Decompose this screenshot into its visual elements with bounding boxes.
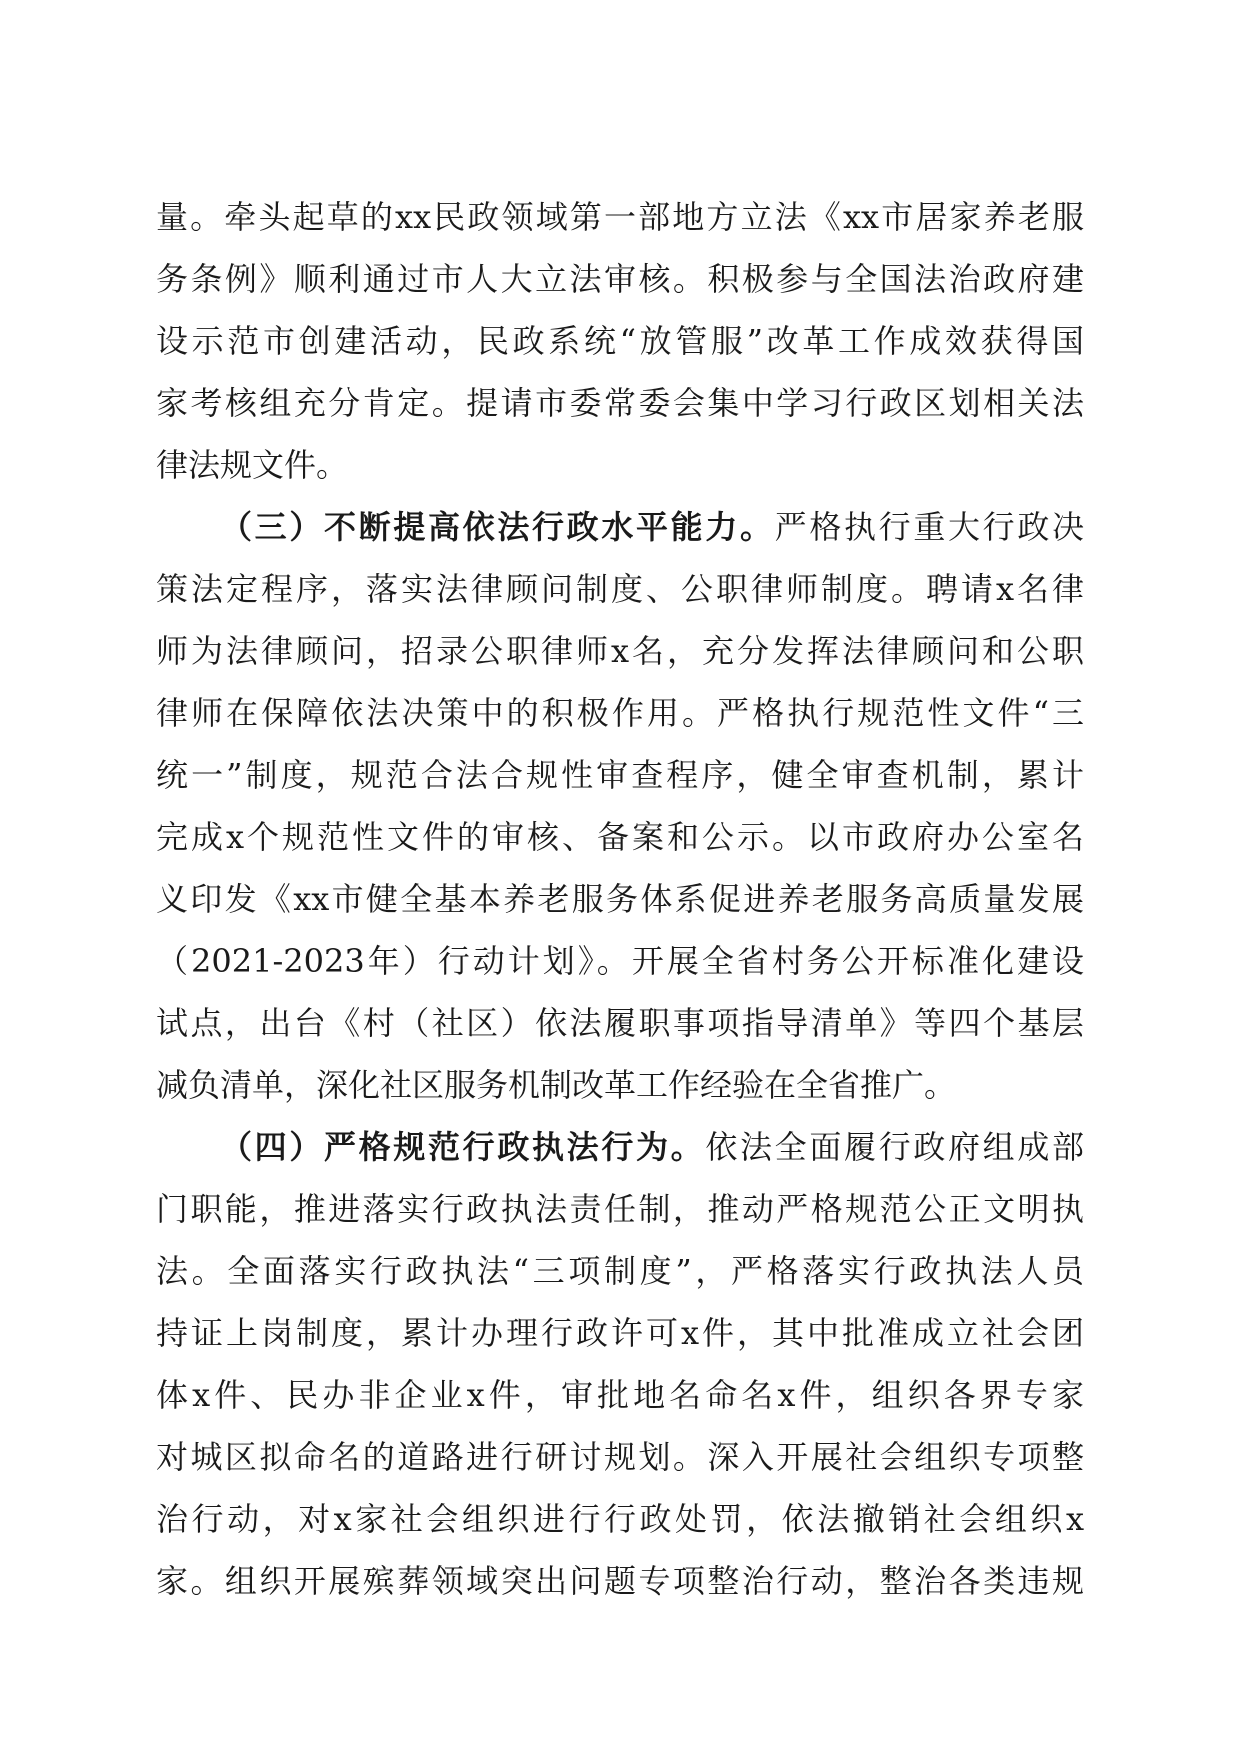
text-line: 策法定程序，落实法律顾问制度、公职律师制度。聘请x名律 [156, 570, 1084, 608]
text-line: 师为法律顾问，招录公职律师x名，充分发挥法律顾问和公职 [156, 632, 1084, 670]
section-heading-four: （四）严格规范行政执法行为。 [220, 1128, 706, 1166]
document-page [156, 186, 1084, 1612]
text-line: 设示范市创建活动，民政系统“放管服”改革工作成效获得国 [156, 322, 1084, 360]
text-line: 试点，出台《村（社区）依法履职事项指导清单》等四个基层 [156, 1004, 1084, 1042]
text-line: 完成x个规范性文件的审核、备案和公示。以市政府办公室名 [156, 818, 1084, 856]
text-line: 统一”制度，规范合法合规性审查程序，健全审查机制，累计 [156, 756, 1084, 794]
text-line: 法。全面落实行政执法“三项制度”，严格落实行政执法人员 [156, 1252, 1084, 1290]
text-line: 减负清单，深化社区服务机制改革工作经验在全省推广。 [156, 1066, 957, 1104]
text-line: 量。牵头起草的xx民政领域第一部地方立法《xx市居家养老服 [156, 198, 1084, 236]
text-line: 对城区拟命名的道路进行研讨规划。深入开展社会组织专项整 [156, 1438, 1084, 1476]
paragraph-section-three [156, 496, 1084, 1116]
text-line [156, 496, 1084, 558]
text-line: 律法规文件。 [156, 446, 349, 484]
text-line: 律师在保障依法决策中的积极作用。严格执行规范性文件“三 [156, 694, 1084, 732]
text-span: 依法全面履行政府组成部 [705, 1128, 1084, 1166]
paragraph-legislation [156, 186, 1084, 496]
text-line: （2021-2023年）行动计划》。开展全省村务公开标准化建设 [156, 942, 1084, 980]
text-span: 严格执行重大行政决 [774, 508, 1084, 546]
text-line: 家。组织开展殡葬领域突出问题专项整治行动，整治各类违规 [156, 1562, 1084, 1600]
text-line: 持证上岗制度，累计办理行政许可x件，其中批准成立社会团 [156, 1314, 1084, 1352]
section-heading-three: （三）不断提高依法行政水平能力。 [220, 508, 775, 546]
text-line: 体x件、民办非企业x件，审批地名命名x件，组织各界专家 [156, 1376, 1084, 1414]
text-line: 门职能，推进落实行政执法责任制，推动严格规范公正文明执 [156, 1190, 1084, 1228]
paragraph-section-four [156, 1116, 1084, 1612]
text-line: 义印发《xx市健全基本养老服务体系促进养老服务高质量发展 [156, 880, 1084, 918]
text-line [156, 1116, 1084, 1178]
text-line: 治行动，对x家社会组织进行行政处罚，依法撤销社会组织x [156, 1500, 1084, 1538]
text-line: 务条例》顺利通过市人大立法审核。积极参与全国法治政府建 [156, 260, 1084, 298]
text-line: 家考核组充分肯定。提请市委常委会集中学习行政区划相关法 [156, 384, 1084, 422]
